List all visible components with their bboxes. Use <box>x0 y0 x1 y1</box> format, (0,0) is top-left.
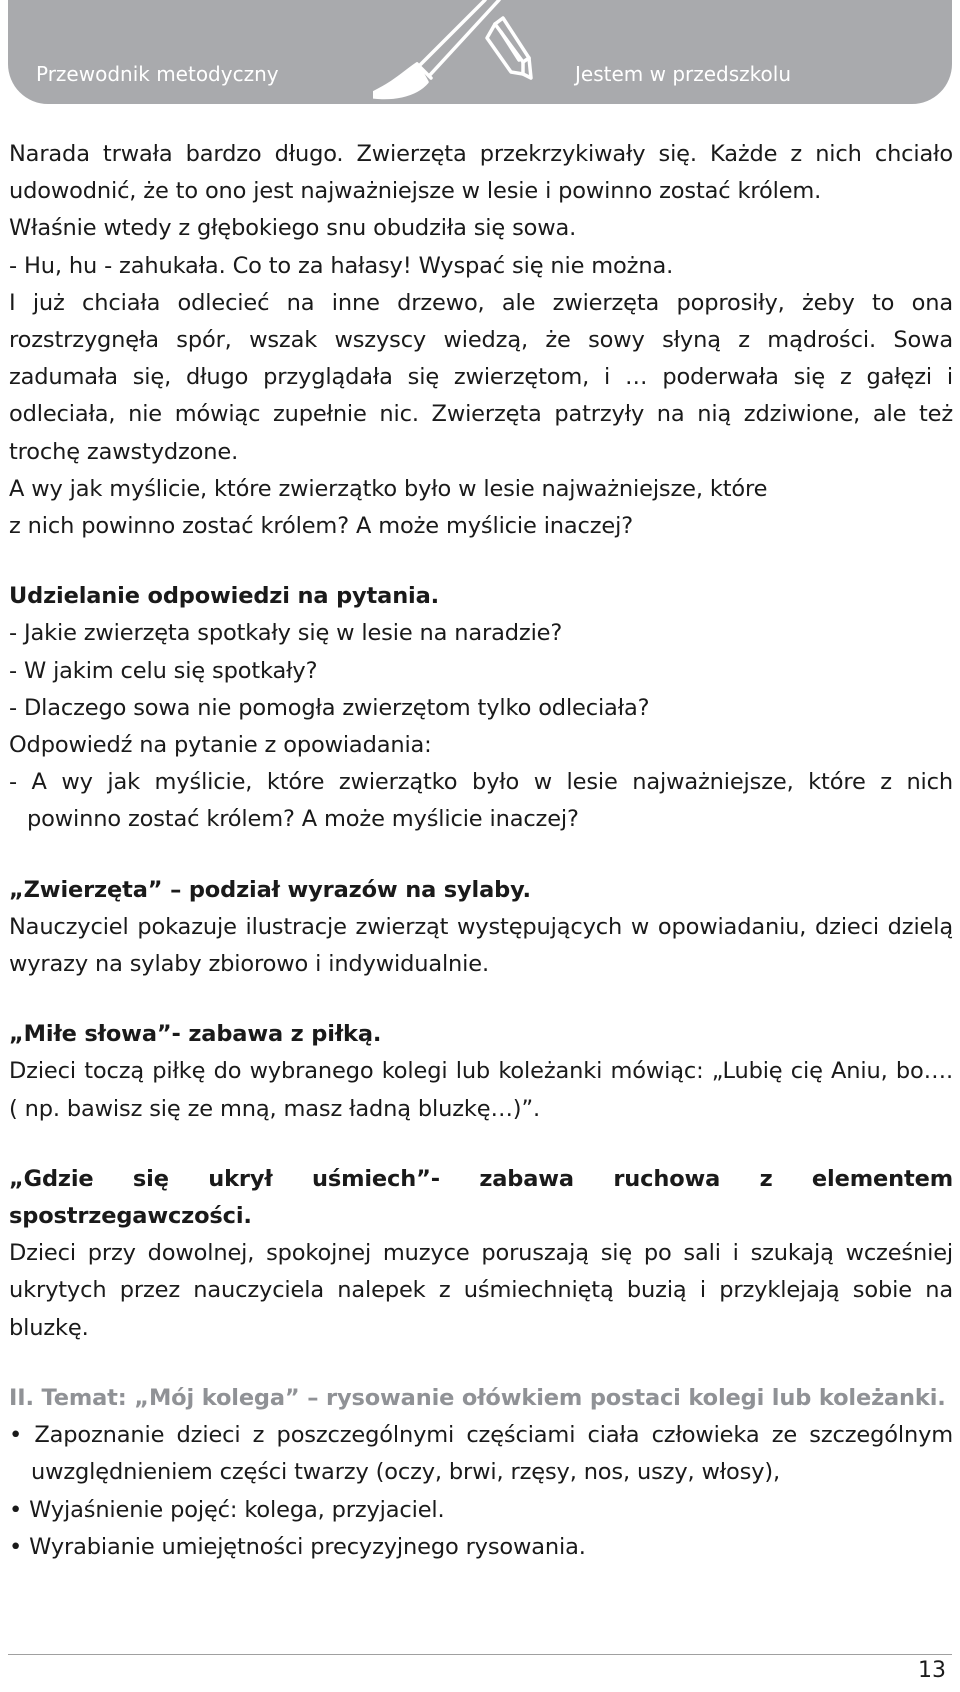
story-paragraph: - Hu, hu - zahukała. Co to za hałasy! Wyspać się nie można. <box>9 252 674 279</box>
header-left-title: Przewodnik metodyczny <box>36 62 279 86</box>
paintbrush-icon <box>373 0 499 97</box>
topic-bullet-item <box>9 1417 953 1491</box>
section-heading-syllables: „Zwierzęta” – podział wyrazów na sylaby. <box>9 876 531 903</box>
bullet-icon: • <box>9 1496 23 1523</box>
bullet-text: Wyjaśnienie pojęć: kolega, przyjaciel. <box>29 1496 445 1523</box>
story-paragraph: A wy jak myślicie, które zwierzątko było w lesie najważniejsze, które <box>9 475 768 502</box>
bullet-icon: • <box>9 1533 23 1560</box>
section-heading-smile: „Gdzie się ukrył uśmiech”- zabawa ruchowa z elementem spostrzegawczości. <box>9 1165 953 1230</box>
bullet-text: Zapoznanie dzieci z poszczególnymi częściami ciała człowieka ze szczególnym uwzględnieniem części twarzy (oczy, brwi, rzęsy, nos, uszy, włosy), <box>31 1422 953 1486</box>
footer-rule <box>8 1654 952 1655</box>
bullet-text: Wyrabianie umiejętności precyzyjnego rysowania. <box>29 1533 586 1560</box>
story-paragraph: z nich powinno zostać królem? A może myślicie inaczej? <box>9 513 634 540</box>
topic-bullet-item <box>9 1529 953 1566</box>
story-paragraph: Właśnie wtedy z głębokiego snu obudziła się sowa. <box>9 215 577 242</box>
section-heading-questions: Udzielanie odpowiedzi na pytania. <box>9 583 440 610</box>
topic-heading: II. Temat: „Mój kolega” – rysowanie ołówkiem postaci kolegi lub koleżanki. <box>9 1384 946 1411</box>
question-item: - Dlaczego sowa nie pomogła zwierzętom tylko odleciała? <box>9 694 650 721</box>
section-heading-kind-words: „Miłe słowa”- zabawa z piłką. <box>9 1021 382 1048</box>
page-number: 13 <box>918 1658 946 1683</box>
smile-text: Dzieci przy dowolnej, spokojnej muzyce poruszają się po sali i szukają wcześniej ukrytych przez nauczyciela nalepek z uśmiechniętą buzią i przyklejają sobie na bluzkę. <box>9 1240 953 1341</box>
answer-item: - A wy jak myślicie, które zwierzątko było w lesie najważniejsze, które z nich powinno zostać królem? A może myślicie inaczej? <box>9 769 953 833</box>
kind-words-text: Dzieci toczą piłkę do wybranego kolegi lub koleżanki mówiąc: „Lubię cię Aniu, bo…. ( np. bawisz się ze mną, masz ładną bluzkę…)”. <box>9 1058 953 1122</box>
bullet-icon: • <box>9 1422 23 1449</box>
question-item: - W jakim celu się spotkały? <box>9 657 318 684</box>
header-illustration <box>373 0 573 104</box>
question-item: - Jakie zwierzęta spotkały się w lesie na naradzie? <box>9 620 563 647</box>
story-paragraph: I już chciała odlecieć na inne drzewo, ale zwierzęta poprosiły, żeby to ona rozstrzygnęła spór, wszak wszyscy wiedzą, że sowy słyną z mądrości. Sowa zadumała się, długo przyglądała się zwierzętom, i … poderwała się z gałęzi i odleciała, nie mówiąc zupełnie nic. Zwierzęta patrzyły na nią zdziwione, ale też trochę zawstydzone. <box>9 289 953 465</box>
topic-bullet-item <box>9 1492 953 1529</box>
syllables-text: Nauczyciel pokazuje ilustracje zwierząt występujących w opowiadaniu, dzieci dzielą wyrazy na sylaby zbiorowo i indywidualnie. <box>9 913 953 978</box>
answer-intro: Odpowiedź na pytanie z opowiadania: <box>9 732 432 759</box>
page-header <box>8 0 952 104</box>
story-paragraph: Narada trwała bardzo długo. Zwierzęta przekrzykiwały się. Każde z nich chciało udowodnić, że to ono jest najważniejsze w lesie i powinno zostać królem. <box>9 141 953 205</box>
pencil-icon <box>487 18 531 78</box>
page-content <box>9 136 953 1566</box>
header-right-title: Jestem w przedszkolu <box>575 62 791 86</box>
